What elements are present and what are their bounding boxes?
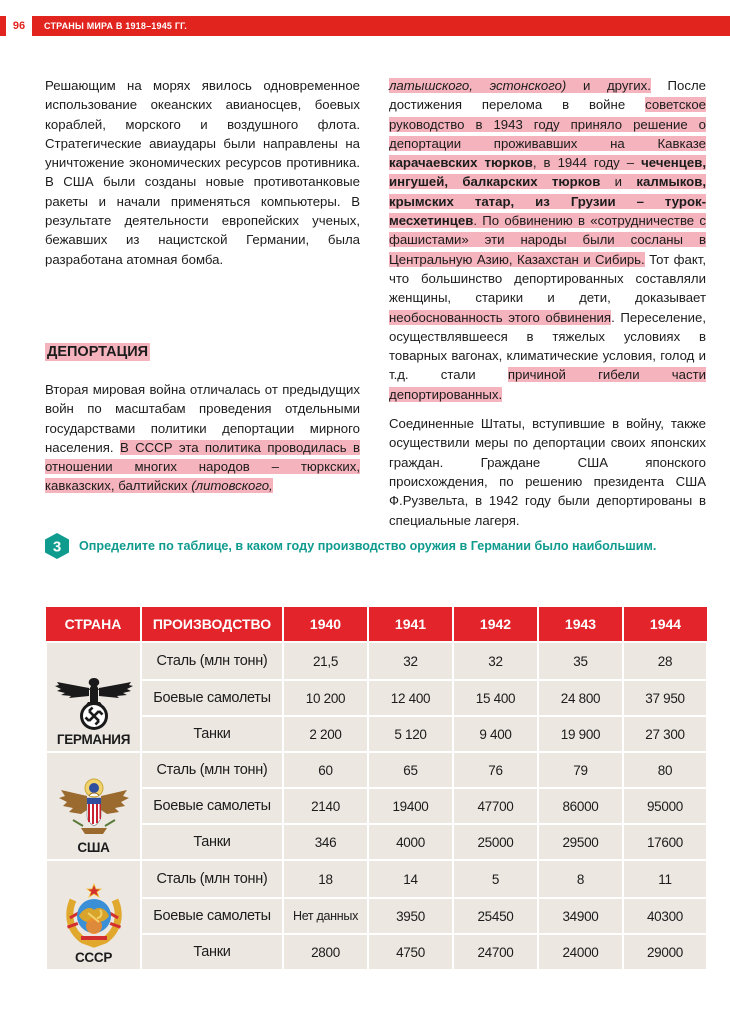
table-cell: 3950 <box>368 898 453 934</box>
country-cell-germany <box>46 642 141 752</box>
production-label: Сталь (млн тонн) <box>141 860 283 898</box>
table-cell: Нет данных <box>283 898 368 934</box>
table-row <box>46 860 707 898</box>
country-cell-ussr <box>46 860 141 970</box>
country-name: США <box>77 840 110 855</box>
running-title: СТРАНЫ МИРА В 1918–1945 ГГ. <box>44 21 188 31</box>
table-cell: 18 <box>283 860 368 898</box>
table-cell: 12 400 <box>368 680 453 716</box>
production-label: Танки <box>141 934 283 970</box>
table-cell: 24700 <box>453 934 538 970</box>
right-column <box>389 76 706 530</box>
table-header-row <box>46 607 707 642</box>
highlighted-text: В СССР эта политика проводилась в отношении многих народов – тюркских, кавказских, балтийских <box>45 439 360 494</box>
table-cell: 5 <box>453 860 538 898</box>
table-cell: 2800 <box>283 934 368 970</box>
table-row <box>46 642 707 680</box>
table-cell: 25000 <box>453 824 538 860</box>
table-cell: 10 200 <box>283 680 368 716</box>
table-cell: 32 <box>453 642 538 680</box>
highlighted-bold-text: калмыков, крымских татар, из Грузии – турок-месхетинцев <box>389 174 706 229</box>
us-great-seal-emblem <box>59 776 129 840</box>
paragraph: Соединенные Штаты, вступившие в войну, также осуществили меры по депортации своих японских граждан. Граждане США японского происхождения, по решению президента США Ф.Рузвельта, в 1942 году были депортированы в специальные лагеря. <box>389 416 706 528</box>
page-number: 96 <box>6 16 32 36</box>
table-cell: 9 400 <box>453 716 538 752</box>
table-cell: 24 800 <box>538 680 623 716</box>
table-cell: 2140 <box>283 788 368 824</box>
highlighted-text: советское руководство в 1943 году приняло решение о депортации проживавших на Кавказе <box>389 97 706 151</box>
production-label: Сталь (млн тонн) <box>141 642 283 680</box>
table-cell: 27 300 <box>623 716 707 752</box>
table-row <box>46 716 707 752</box>
paragraph <box>45 380 360 496</box>
german-eagle-emblem <box>55 672 133 732</box>
table-cell: 34900 <box>538 898 623 934</box>
highlighted-bold-text: карачаевских тюрков <box>389 155 533 171</box>
text-run: . Переселение, осуществлявшееся в тяжелых условиях в товарных вагонах, климатические условия, голод и т.д. стали <box>389 309 706 383</box>
table-cell: 19 900 <box>538 716 623 752</box>
production-label: Боевые самолеты <box>141 788 283 824</box>
table-cell: 60 <box>283 752 368 788</box>
table-cell: 47700 <box>453 788 538 824</box>
table-cell: 15 400 <box>453 680 538 716</box>
task-number: 3 <box>52 538 62 556</box>
table-cell: 37 950 <box>623 680 707 716</box>
table-cell: 35 <box>538 642 623 680</box>
text-run: Тот факт, что большинство депортированных составляли женщины, старики и дети, доказывает <box>389 251 706 306</box>
table-cell: 65 <box>368 752 453 788</box>
task-number-icon <box>45 533 69 559</box>
table-row <box>46 934 707 970</box>
highlighted-text: необоснованность этого обвинения <box>389 309 612 325</box>
table-cell: 8 <box>538 860 623 898</box>
column-header: 1941 <box>368 607 453 642</box>
table-cell: 32 <box>368 642 453 680</box>
table-cell: 4000 <box>368 824 453 860</box>
table-row <box>46 898 707 934</box>
highlighted-text: причиной гибели части депортированных. <box>389 367 707 402</box>
production-label: Сталь (млн тонн) <box>141 752 283 788</box>
table-cell: 29500 <box>538 824 623 860</box>
table-row <box>46 788 707 824</box>
column-header: 1940 <box>283 607 368 642</box>
table-cell: 25450 <box>453 898 538 934</box>
table-cell: 86000 <box>538 788 623 824</box>
task-prompt <box>45 533 705 559</box>
task-text: Определите по таблице, в каком году производство оружия в Германии было наибольшим. <box>79 539 657 553</box>
paragraph: Решающим на морях явилось одновременное использование океанских авианосцев, боевых кораблей, морского и воздушного флота. Стратегические авиаудары были направлены на уничтожение экономических ресурсов противника. В США были созданы новые противотанковые ракеты и начали применяться компьютеры. В результате деятельности европейских ученых, бежавших из нацистской Германии, была разработана атомная бомба. <box>45 78 360 267</box>
table-cell: 2 200 <box>283 716 368 752</box>
paragraph <box>389 76 706 404</box>
table-row <box>46 752 707 788</box>
highlighted-text: , в 1944 году – <box>532 155 642 171</box>
production-label: Боевые самолеты <box>141 680 283 716</box>
highlighted-text: и <box>600 174 637 190</box>
table-cell: 4750 <box>368 934 453 970</box>
table-cell: 17600 <box>623 824 707 860</box>
production-table <box>45 607 708 971</box>
table-row <box>46 824 707 860</box>
highlighted-text: (литовского, <box>191 478 273 494</box>
ussr-coat-of-arms-emblem <box>61 880 127 950</box>
text-run: Вторая мировая война отличалась от предыдущих войн по масштабам проведения отдельными государствами политики депортации мирного населения. <box>45 382 360 455</box>
section-title: ДЕПОРТАЦИЯ <box>47 344 149 360</box>
production-label: Боевые самолеты <box>141 898 283 934</box>
table-cell: 95000 <box>623 788 707 824</box>
table-cell: 28 <box>623 642 707 680</box>
table-cell: 29000 <box>623 934 707 970</box>
production-label: Танки <box>141 716 283 752</box>
left-column-bottom <box>45 380 360 496</box>
table-cell: 346 <box>283 824 368 860</box>
country-cell-usa <box>46 752 141 860</box>
table-row <box>46 680 707 716</box>
country-name: ГЕРМАНИЯ <box>56 732 131 747</box>
column-header: СТРАНА <box>46 607 141 642</box>
table-cell: 80 <box>623 752 707 788</box>
production-label: Танки <box>141 824 283 860</box>
table-cell: 14 <box>368 860 453 898</box>
table-cell: 21,5 <box>283 642 368 680</box>
highlighted-text: и других. <box>566 78 651 93</box>
highlighted-bold-text: чеченцев, ингушей, балкарских тюрков <box>389 155 706 190</box>
highlighted-text: латышского, эстонского) <box>389 78 567 93</box>
text-run: После достижения перелома в войне <box>389 78 706 113</box>
column-header: ПРОИЗВОДСТВО <box>141 607 283 642</box>
table-cell: 5 120 <box>368 716 453 752</box>
column-header: 1943 <box>538 607 623 642</box>
left-column-top <box>45 76 360 269</box>
table-cell: 11 <box>623 860 707 898</box>
country-name: СССР <box>74 950 113 965</box>
page-header-bar <box>0 16 730 36</box>
table-cell: 24000 <box>538 934 623 970</box>
column-header: 1944 <box>623 607 707 642</box>
table-cell: 79 <box>538 752 623 788</box>
table-cell: 40300 <box>623 898 707 934</box>
column-header: 1942 <box>453 607 538 642</box>
table-cell: 19400 <box>368 788 453 824</box>
table-cell: 76 <box>453 752 538 788</box>
highlighted-text: . По обвинению в «сотрудничестве с фашистами» эти народы были сосланы в Центральную Азию, Казахстан и Сибирь. <box>389 213 706 267</box>
